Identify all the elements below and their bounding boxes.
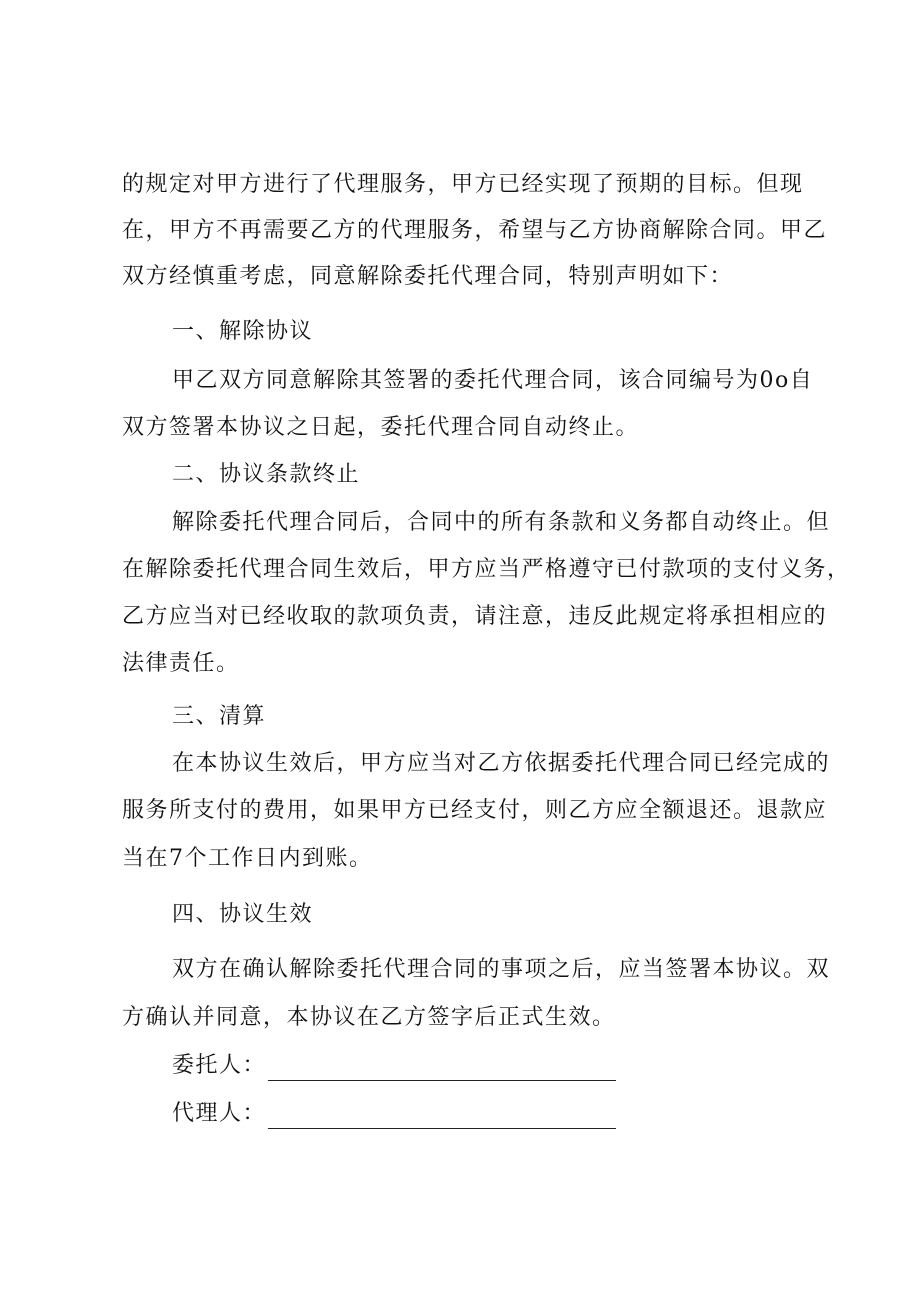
body-line: 的规定对甲方进行了代理服务，甲方已经实现了预期的目标。但现 bbox=[122, 172, 804, 197]
agent-signature-row bbox=[172, 1099, 616, 1129]
section-heading-4: 四、协议生效 bbox=[172, 902, 314, 927]
body-line: 在，甲方不再需要乙方的代理服务，希望与乙方协商解除合同。甲乙 bbox=[122, 218, 828, 243]
body-line: 双方经慎重考虑，同意解除委托代理合同，特别声明如下： bbox=[122, 264, 734, 289]
body-line: 在本协议生效后，甲方应当对乙方依据委托代理合同已经完成的 bbox=[172, 751, 831, 776]
body-line: 乙方应当对已经收取的款项负责，请注意，违反此规定将承担相应的 bbox=[122, 604, 828, 629]
body-line: 双方在确认解除委托代理合同的事项之后，应当签署本协议。双 bbox=[172, 957, 831, 982]
principal-signature-row bbox=[172, 1051, 616, 1081]
body-line: 当在7个工作日内到账。 bbox=[122, 846, 373, 871]
body-line: 方确认并同意，本协议在乙方签字后正式生效。 bbox=[122, 1005, 616, 1030]
section-heading-3: 三、清算 bbox=[172, 704, 267, 729]
body-line: 双方签署本协议之日起，委托代理合同自动终止。 bbox=[122, 415, 640, 440]
body-line: 甲乙双方同意解除其签署的委托代理合同，该合同编号为0o自 bbox=[172, 368, 814, 393]
body-line: 服务所支付的费用，如果甲方已经支付，则乙方应全额退还。退款应 bbox=[122, 798, 828, 823]
agent-label: 代理人： bbox=[172, 1101, 267, 1126]
principal-label: 委托人： bbox=[172, 1053, 267, 1078]
body-line: 法律责任。 bbox=[122, 651, 240, 676]
section-heading-2: 二、协议条款终止 bbox=[172, 462, 361, 487]
section-heading-1: 一、解除协议 bbox=[172, 319, 314, 344]
body-line: 解除委托代理合同后，合同中的所有条款和义务都自动终止。但 bbox=[172, 510, 831, 535]
principal-signature-line[interactable] bbox=[268, 1058, 616, 1081]
body-line: 在解除委托代理合同生效后，甲方应当严格遵守已付款项的支付义务， bbox=[122, 557, 851, 582]
agent-signature-line[interactable] bbox=[268, 1106, 616, 1129]
